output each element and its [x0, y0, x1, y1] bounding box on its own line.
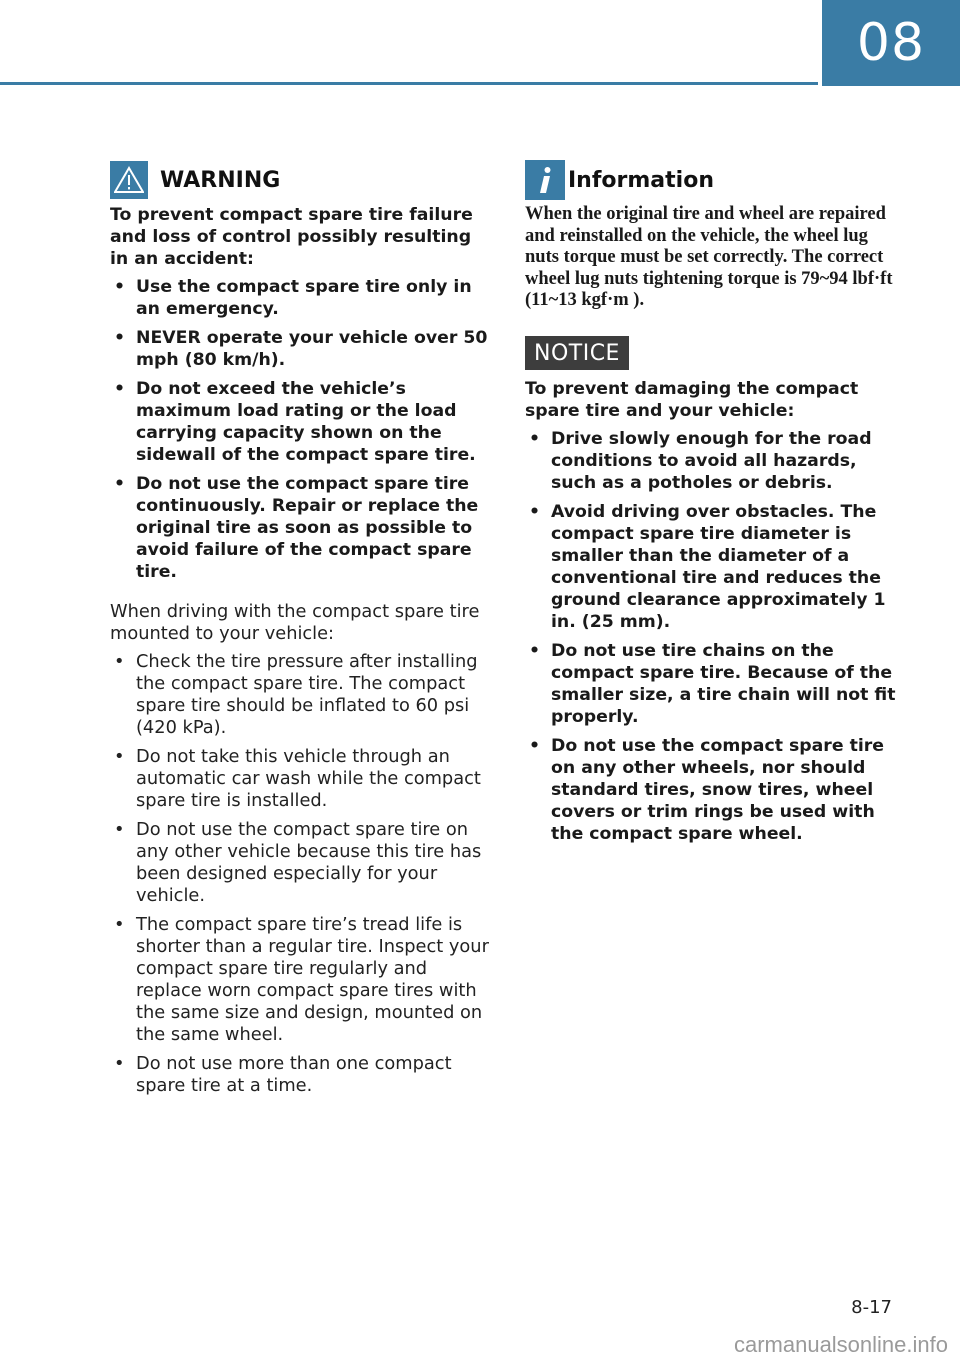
- list-item: • Do not use the compact spare tire on any other vehicle because this tire has been designed especially for your vehicle.: [114, 819, 482, 906]
- body-block: [110, 601, 490, 1097]
- warning-block: [110, 204, 490, 583]
- list-item: • Drive slowly enough for the road conditions to avoid all hazards, such as a potholes or debris.: [529, 428, 872, 493]
- information-text: When the original tire and wheel are repaired and reinstalled on the vehicle, the wheel lug nuts torque must be set correctly. The correct wheel lug nuts tightening torque is 79~94 lbf·ft (11~13 kgf·m ).: [525, 204, 893, 311]
- watermark: carmanualsonline.info: [733, 1332, 948, 1357]
- notice-badge: [525, 336, 629, 370]
- warning-header: [110, 158, 490, 202]
- chapter-tab: [822, 0, 960, 86]
- info-i-icon: [525, 160, 565, 200]
- list-item: • Do not take this vehicle through an automatic car wash while the compact spare tire is installed.: [114, 746, 481, 811]
- list-item: • Do not use more than one compact spare tire at a time.: [114, 1053, 452, 1096]
- list-item: • Do not use the compact spare tire continuously. Repair or replace the original tire as soon as possible to avoid failure of the compact spare tire.: [114, 474, 479, 582]
- header-rule: [0, 82, 818, 85]
- list-item: • Do not use tire chains on the compact spare tire. Because of the smaller size, a tire chain will not fit properly.: [529, 640, 896, 727]
- list-item: • Avoid driving over obstacles. The compact spare tire diameter is smaller than the diameter of a conventional tire and reduces the ground clearance approximately 1 in. (25 mm).: [529, 501, 886, 632]
- list-item: • Do not use the compact spare tire on any other wheels, nor should standard tires, snow tires, wheel covers or trim rings be used with the compact spare wheel.: [529, 735, 884, 844]
- list-item: • Do not exceed the vehicle’s maximum load rating or the load carrying capacity shown on the sidewall of the compact spare tire.: [114, 379, 476, 465]
- body-list: [110, 651, 490, 1097]
- notice-list: [525, 428, 905, 845]
- list-item: • NEVER operate your vehicle over 50 mph (80 km/h).: [114, 328, 488, 370]
- notice-label: NOTICE: [534, 340, 620, 366]
- chapter-number: 08: [856, 13, 926, 73]
- warning-intro: To prevent compact spare tire failure and loss of control possibly resulting in an accident:: [110, 205, 473, 269]
- list-item: • Check the tire pressure after installing the compact spare tire. The compact spare tire should be inflated to 60 psi (420 kPa).: [114, 651, 478, 738]
- warning-list: [110, 276, 490, 583]
- information-label: Information: [568, 167, 714, 193]
- right-column: [525, 158, 905, 852]
- body-intro: When driving with the compact spare tire mounted to your vehicle:: [110, 601, 480, 644]
- notice-block: [525, 378, 905, 845]
- warning-icon: [110, 161, 148, 199]
- left-column: [110, 158, 490, 1104]
- information-header: [525, 158, 905, 202]
- list-item: • Use the compact spare tire only in an emergency.: [114, 277, 472, 319]
- notice-intro: To prevent damaging the compact spare tire and your vehicle:: [525, 378, 859, 421]
- list-item: • The compact spare tire’s tread life is shorter than a regular tire. Inspect your compact spare tire regularly and replace worn compact spare tires with the same size and design, mounted on the same wheel.: [114, 914, 489, 1045]
- page-number: 8-17: [851, 1297, 892, 1318]
- warning-label: WARNING: [160, 167, 281, 193]
